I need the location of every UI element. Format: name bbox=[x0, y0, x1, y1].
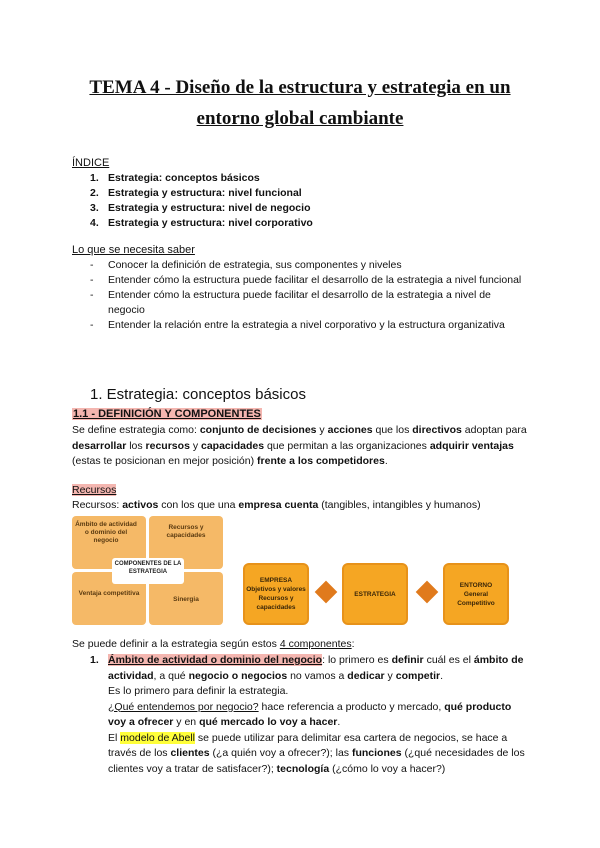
diamond-connector bbox=[315, 581, 338, 604]
indice-list bbox=[90, 171, 313, 231]
list-item: - Entender la relación entre la estrategia a nivel corporativo y la estructura organizativa bbox=[90, 318, 530, 333]
list-item: - Entender cómo la estructura puede facilitar el desarrollo de la estrategia a nivel funcional bbox=[90, 273, 530, 288]
subsection-heading: 1.1 - DEFINICIÓN Y COMPONENTES bbox=[73, 408, 261, 420]
componentes-intro: Se puede definir a la estrategia según estos 4 componentes: bbox=[72, 638, 355, 650]
indice-label: ÍNDICE bbox=[72, 157, 110, 169]
diagram-cell: Sinergia bbox=[149, 572, 223, 625]
saber-label: Lo que se necesita saber bbox=[72, 244, 195, 256]
diamond-connector bbox=[416, 581, 439, 604]
entorno-box: ENTORNO General Competitivo bbox=[443, 563, 509, 625]
diagram-cell: Recursos y capacidades bbox=[149, 516, 223, 569]
section-heading: 1. Estrategia: conceptos básicos bbox=[90, 386, 306, 403]
definition-paragraph: Se define estrategia como: conjunto de decisiones y acciones que los directivos adoptan para desarrollar los recursos y capacidades que permitan a las organizaciones adquirir ventajas (estas te posicionan en mejor posición) frente a los competidores. bbox=[72, 424, 527, 467]
diagram-center: COMPONENTES DE LA ESTRATEGIA bbox=[112, 558, 184, 584]
recursos-label: Recursos bbox=[72, 484, 117, 496]
componentes-diagram bbox=[72, 516, 224, 626]
list-item: 3. Estrategia y estructura: nivel de negocio bbox=[90, 202, 311, 214]
list-item: - Conocer la definición de estrategia, sus componentes y niveles bbox=[90, 258, 530, 273]
recursos-paragraph: Recursos: activos con los que una empresa cuenta (tangibles, intangibles y humanos) bbox=[72, 499, 481, 511]
diagram-cell: Ventaja competitiva bbox=[72, 572, 146, 625]
componente-item-1: 1. Ámbito de actividad o dominio del negocio: lo primero es definir cuál es el ámbito de actividad, a qué negocio o negocios no vamos a dedicar y competir. Es lo primero para definir la estrategia. ¿Qué entendemos por negocio? hace referencia a producto y mercado, qué producto voy a ofrecer y en qué mercado lo voy a hacer. El modelo de Abell se puede utilizar para delimitar esa cartera de negocios, se hace a través de los clientes (¿a quién voy a ofrecer?); las funciones (¿qué necesidades de los clientes voy a tratar de satisfacer?); tecnología (¿cómo lo voy a hacer?) bbox=[90, 654, 525, 775]
list-item: - Entender cómo la estructura puede facilitar el desarrollo de la estrategia a nivel de negocio bbox=[90, 288, 530, 318]
list-item: 1. Estrategia: conceptos básicos bbox=[90, 172, 260, 184]
empresa-box: EMPRESA Objetivos y valores Recursos y capacidades bbox=[243, 563, 309, 625]
diagram-cell: Ámbito de actividad o dominio del negocio bbox=[72, 516, 146, 569]
saber-list bbox=[90, 258, 530, 333]
list-item: 4. Estrategia y estructura: nivel corporativo bbox=[90, 217, 313, 229]
list-item: 2. Estrategia y estructura: nivel funcional bbox=[90, 187, 302, 199]
document-title: TEMA 4 - Diseño de la estructura y estrategia en un entorno global cambiante bbox=[89, 77, 511, 129]
estrategia-box: ESTRATEGIA bbox=[342, 563, 408, 625]
